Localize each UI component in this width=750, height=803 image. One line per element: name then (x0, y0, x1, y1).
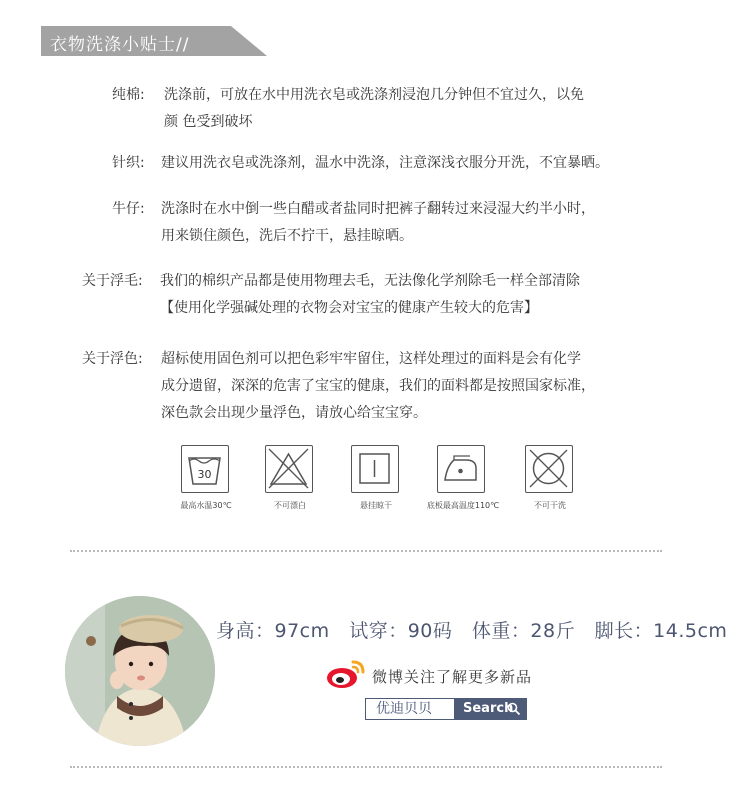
divider (70, 550, 662, 552)
icon-caption: 最高水温30℃ (180, 501, 232, 510)
tip-label: 关于浮色: (82, 351, 143, 367)
spec-weight: 体重：28斤 (471, 620, 576, 642)
tip-line: 超标使用固色剂可以把色彩牢牢留住，这样处理过的面料是会有化学 (161, 351, 581, 367)
search-button-label: Search (463, 701, 514, 716)
weibo-icon[interactable] (325, 658, 367, 690)
divider (70, 766, 662, 768)
tip-line: 成分遗留，深深的危害了宝宝的健康，我们的面料都是按照国家标准， (161, 378, 595, 394)
wash-temp-label: 30 (197, 468, 212, 481)
model-photo (65, 596, 215, 746)
spec-foot: 脚长：14.5cm (594, 620, 728, 642)
search-icon (507, 702, 521, 724)
no-dry-clean-icon (525, 445, 573, 493)
tip-label: 关于浮毛: (82, 273, 143, 289)
iron-110-icon (437, 445, 485, 493)
spec-size: 试穿：90码 (349, 620, 453, 642)
icon-caption: 悬挂晾干 (360, 501, 392, 510)
icon-caption: 底板最高温度110℃ (426, 501, 500, 510)
tip-label: 牛仔: (112, 201, 145, 217)
tip-line: 颜 色受到破坏 (164, 114, 253, 130)
tip-line: 用来锁住颜色，洗后不拧干，悬挂晾晒。 (161, 228, 413, 244)
weibo-follow-text: 微博关注了解更多新品 (372, 668, 533, 686)
page-title: 衣物洗涤小贴士// (50, 35, 190, 55)
tip-line: 洗涤时在水中倒一些白醋或者盐同时把裤子翻转过来浸湿大约半小时， (161, 201, 595, 217)
tip-line: 【使用化学强碱处理的衣物会对宝宝的健康产生较大的危害】 (160, 300, 538, 316)
tip-line: 建议用洗衣皂或洗涤剂，温水中洗涤，注意深浅衣服分开洗，不宜暴晒。 (161, 155, 609, 171)
icon-caption: 不可漂白 (274, 501, 306, 510)
tip-line: 深色款会出现少量浮色，请放心给宝宝穿。 (161, 405, 427, 421)
no-bleach-icon (265, 445, 313, 493)
tip-label: 针织: (112, 155, 145, 171)
spec-height: 身高：97cm (216, 620, 330, 642)
shop-search-input[interactable]: 优迪贝贝 (365, 698, 455, 720)
model-specs (216, 616, 740, 643)
tip-label: 纯棉: (112, 87, 145, 103)
wash-30-icon (181, 445, 229, 493)
icon-caption: 不可干洗 (534, 501, 566, 510)
hang-dry-icon (351, 445, 399, 493)
tip-line: 我们的棉织产品都是使用物理去毛，无法像化学剂除毛一样全部清除 (160, 273, 580, 289)
tip-line: 洗涤前，可放在水中用洗衣皂或洗涤剂浸泡几分钟但不宜过久，以免 (164, 87, 584, 103)
search-button[interactable] (455, 698, 527, 720)
